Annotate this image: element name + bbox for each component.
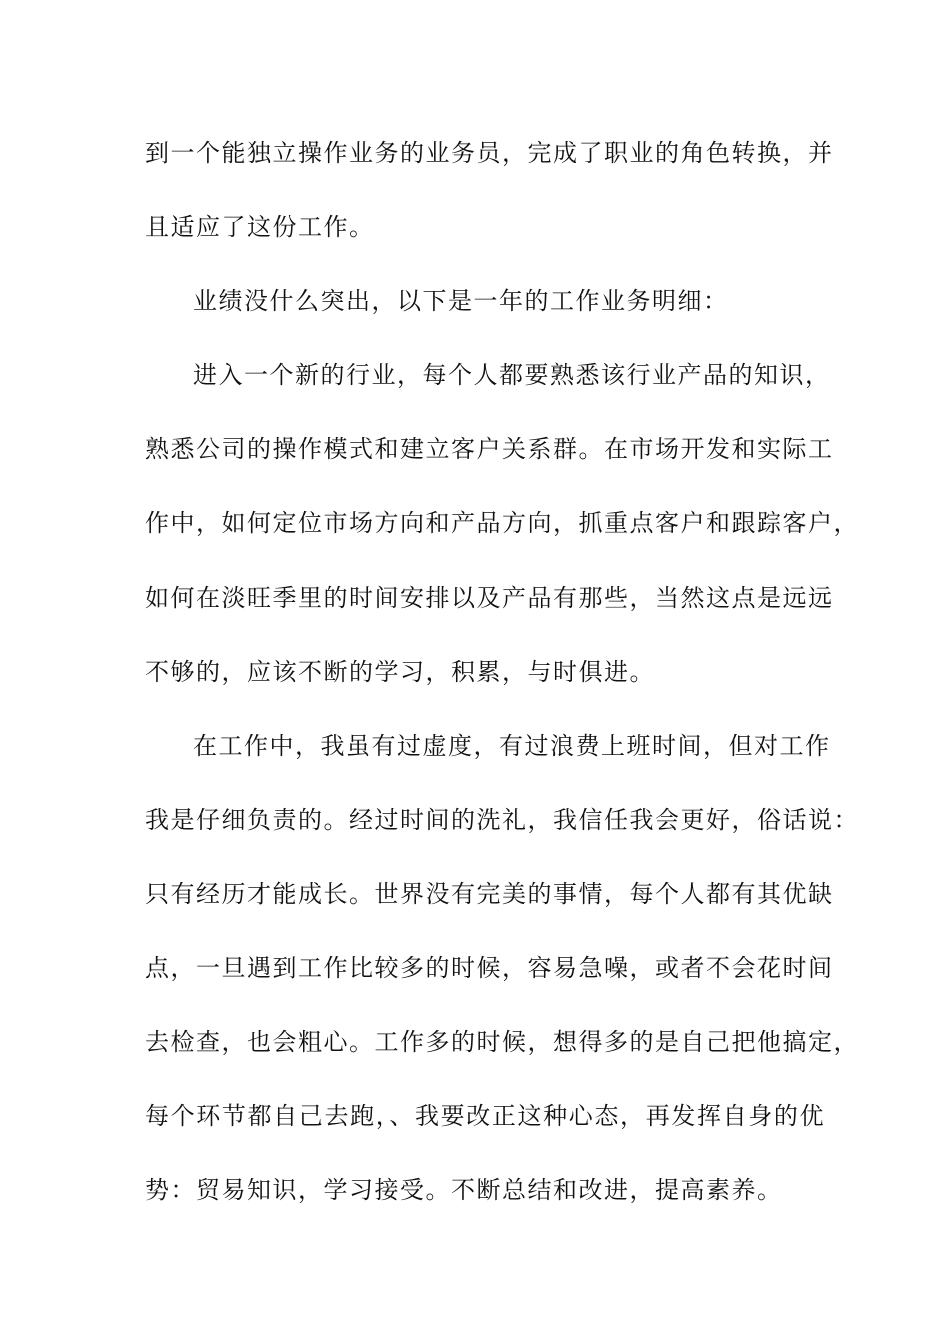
text-line-10: 我是仔细负责的。经过时间的洗礼，我信任我会更好，俗话说： xyxy=(145,806,859,834)
text-line-8: 不够的，应该不断的学习，积累，与时俱进。 xyxy=(145,658,655,686)
text-line-4: 进入一个新的行业，每个人都要熟悉该行业产品的知识， xyxy=(193,361,831,389)
text-line-13: 去检查，也会粗心。工作多的时候，想得多的是自己把他搞定， xyxy=(145,1028,859,1056)
text-line-14: 每个环节都自己去跑，、我要改正这种心态，再发挥自身的优 xyxy=(145,1102,825,1130)
text-line-15: 势：贸易知识，学习接受。不断总结和改进，提高素养。 xyxy=(145,1176,783,1204)
text-line-5: 熟悉公司的操作模式和建立客户关系群。在市场开发和实际工 xyxy=(145,435,834,463)
text-line-2: 且适应了这份工作。 xyxy=(145,213,375,241)
text-line-1: 到一个能独立操作业务的业务员，完成了职业的角色转换，并 xyxy=(145,139,834,167)
text-line-7: 如何在淡旺季里的时间安排以及产品有那些，当然这点是远远 xyxy=(145,584,834,612)
text-line-3: 业绩没什么突出，以下是一年的工作业务明细： xyxy=(193,287,729,315)
text-line-12: 点，一旦遇到工作比较多的时候，容易急噪，或者不会花时间 xyxy=(145,954,834,982)
text-line-6: 作中，如何定位市场方向和产品方向，抓重点客户和跟踪客户， xyxy=(145,509,859,537)
text-line-9: 在工作中，我虽有过虚度，有过浪费上班时间，但对工作 xyxy=(193,732,831,760)
text-line-11: 只有经历才能成长。世界没有完美的事情，每个人都有其优缺 xyxy=(145,880,834,908)
